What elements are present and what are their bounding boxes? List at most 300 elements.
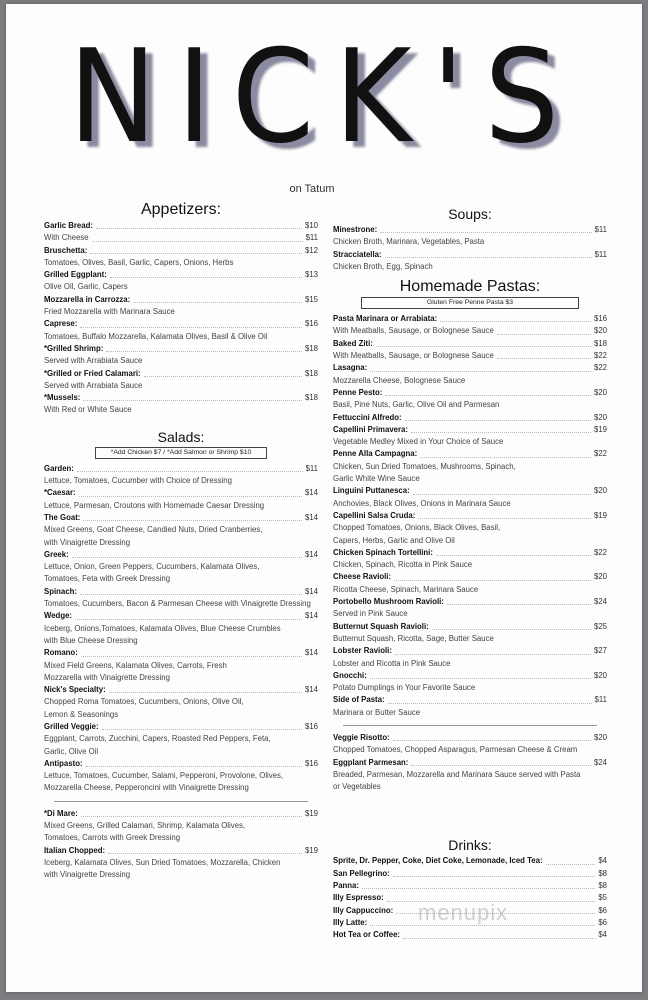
item-name: Gnocchi:: [333, 670, 367, 680]
menu-item: [44, 269, 318, 294]
section-heading: Soups:: [448, 206, 492, 222]
item-name: With Meatballs, Sausage, or Bolognese Sauce: [333, 351, 494, 361]
item-row: [333, 547, 607, 559]
item-row: [333, 868, 607, 880]
menu-item: [44, 368, 318, 393]
item-price: $16: [304, 758, 318, 768]
item-row: [44, 512, 318, 524]
item-name: Italian Chopped:: [44, 845, 106, 855]
item-row: [44, 647, 318, 659]
dot-leader: [81, 656, 302, 657]
item-description: Capers, Herbs, Garlic and Olive Oil: [333, 535, 455, 545]
item-price: $14: [304, 611, 318, 621]
item-price: $12: [304, 245, 318, 255]
item-variant-row: [333, 325, 607, 337]
item-description: Tomatoes, Buffalo Mozzarella, Kalamata Olives, Basil & Olive Oil: [44, 331, 268, 341]
item-row: [44, 245, 318, 257]
item-row: [44, 684, 318, 696]
item-price: $19: [593, 510, 607, 520]
menu-item: [44, 721, 318, 758]
item-row: [44, 220, 318, 232]
item-price: $11: [594, 695, 607, 705]
section-note: Gluten Free Penne Pasta $3: [361, 297, 579, 309]
item-row: [44, 463, 318, 475]
item-description: Butternut Squash, Ricotta, Sage, Butter Sauce: [333, 633, 494, 643]
item-price: $20: [593, 326, 607, 336]
menu-item: [333, 338, 607, 363]
item-name: Garden:: [44, 463, 74, 473]
dot-leader: [80, 327, 302, 328]
item-description: Anchovies, Black Olives, Onions in Marinara Sauce: [333, 498, 511, 508]
item-row: [333, 313, 607, 325]
item-price: $24: [593, 757, 607, 767]
item-price: $18: [593, 338, 607, 348]
item-row: [44, 318, 318, 330]
item-row: [44, 808, 318, 820]
item-row: [333, 249, 607, 261]
item-name: Capellini Salsa Cruda:: [333, 510, 416, 520]
right-column: [333, 204, 607, 942]
menu-item: [333, 424, 607, 449]
item-row: [333, 362, 607, 374]
item-description: Mozzarella with Vinaigrette Dressing: [44, 672, 170, 682]
menu-item: [333, 621, 607, 646]
item-price: $18: [304, 343, 318, 353]
menu-item: [333, 448, 607, 485]
item-price: $22: [593, 547, 607, 557]
item-price: $18: [304, 393, 318, 403]
item-price: $14: [304, 648, 318, 658]
menu-item: [44, 318, 318, 343]
item-row: [333, 448, 607, 460]
menu-section: [333, 204, 607, 273]
item-name: Baked Ziti:: [333, 338, 373, 348]
item-price: $14: [304, 512, 318, 522]
dot-leader: [546, 864, 596, 865]
item-description: Iceberg, Onions,Tomatoes, Kalamata Olives, Blue Cheese Crumbles: [44, 623, 281, 633]
item-description: Olive Oil, Garlic, Capers: [44, 282, 128, 292]
item-row: [333, 929, 607, 941]
item-name: *Mussels:: [44, 393, 81, 403]
menu-item: [333, 868, 607, 880]
item-name: Sprite, Dr. Pepper, Coke, Diet Coke, Lemonade, Iced Tea:: [333, 856, 543, 866]
item-description: Ricotta Cheese, Spinach, Marinara Sauce: [333, 584, 479, 594]
item-row: [44, 487, 318, 499]
dot-leader: [447, 604, 591, 605]
menu-item: [44, 245, 318, 270]
menu-item: [44, 549, 318, 586]
menu-item: [333, 510, 607, 547]
dot-leader: [432, 629, 591, 630]
item-name: With Cheese: [44, 233, 89, 243]
item-name: *Di Mare:: [44, 808, 78, 818]
item-description: Served in Pink Sauce: [333, 609, 408, 619]
dot-leader: [403, 938, 595, 939]
item-name: *Grilled Shrimp:: [44, 343, 104, 353]
dot-leader: [380, 232, 591, 233]
item-price: $20: [593, 572, 607, 582]
item-price: $18: [304, 368, 318, 378]
item-price: $8: [598, 881, 607, 891]
dot-leader: [393, 740, 591, 741]
item-description: Tomatoes, Olives, Basil, Garlic, Capers, Onions, Herbs: [44, 257, 234, 267]
menu-item: [333, 571, 607, 596]
dot-leader: [370, 678, 591, 679]
menu-item: [333, 362, 607, 387]
dot-leader: [411, 765, 591, 766]
menu-item: [44, 220, 318, 245]
item-description: Garlic, Olive Oil: [44, 746, 99, 756]
item-row: [44, 845, 318, 857]
menu-item: [333, 596, 607, 621]
item-price: $16: [593, 314, 607, 324]
item-name: Bruschetta:: [44, 245, 88, 255]
item-name: Penne Alla Campagna:: [333, 449, 418, 459]
item-name: Grilled Eggplant:: [44, 270, 107, 280]
item-price: $14: [304, 586, 318, 596]
item-description: Lobster and Ricotta in Pink Sauce: [333, 658, 451, 668]
dot-leader: [405, 420, 591, 421]
item-row: [333, 387, 607, 399]
item-name: Cheese Ravioli:: [333, 572, 392, 582]
item-row: [333, 855, 607, 867]
item-price: $19: [593, 424, 607, 434]
item-description: Mixed Greens, Goat Cheese, Candied Nuts, Dried Cranberries,: [44, 525, 263, 535]
item-description: Lettuce, Tomatoes, Cucumber, Salami, Pepperoni, Provolone, Olives,: [44, 771, 284, 781]
item-description: with Vinaigrette Dressing: [44, 870, 131, 880]
item-description: With Red or White Sauce: [44, 405, 132, 415]
item-name: Linguini Puttanesca:: [333, 486, 410, 496]
menu-item: [44, 487, 318, 512]
dot-leader: [72, 557, 302, 558]
item-name: Chicken Spinach Tortellini:: [333, 547, 433, 557]
item-row: [333, 510, 607, 522]
item-row: [44, 343, 318, 355]
menu-item: [333, 485, 607, 510]
item-row: [333, 412, 607, 424]
item-name: Grilled Veggie:: [44, 721, 99, 731]
item-description: Fried Mozzarella with Marinara Sauce: [44, 307, 175, 317]
item-row: [333, 338, 607, 350]
item-price: $4: [598, 930, 607, 940]
item-name: Eggplant Parmesan:: [333, 757, 409, 767]
item-description: Lettuce, Tomatoes, Cucumber with Choice of Dressing: [44, 476, 232, 486]
item-price: $11: [305, 233, 318, 243]
item-row: [333, 424, 607, 436]
item-name: Panna:: [333, 881, 359, 891]
section-heading: Drinks:: [448, 837, 492, 854]
menu-item: [333, 694, 607, 719]
dot-leader: [418, 518, 591, 519]
item-name: Spinach:: [44, 586, 77, 596]
dot-leader: [90, 253, 302, 254]
dot-leader: [81, 816, 302, 817]
dot-leader: [440, 321, 591, 322]
section-heading: Appetizers:: [140, 201, 222, 218]
item-description: or Vegetables: [333, 782, 381, 792]
item-name: Capellini Primavera:: [333, 424, 408, 434]
item-row: [333, 732, 607, 744]
item-row: [333, 757, 607, 769]
menu-item: [44, 463, 318, 488]
item-price: $22: [593, 363, 607, 373]
item-price: $11: [594, 249, 607, 259]
item-name: Fettuccini Alfredo:: [333, 412, 402, 422]
dot-leader: [79, 496, 302, 497]
menu-item: [333, 249, 607, 274]
menu-item: [333, 670, 607, 695]
item-price: $27: [593, 646, 607, 656]
item-row: [44, 721, 318, 733]
menu-item: [333, 929, 607, 941]
menu-item: [44, 343, 318, 368]
item-description: Served with Arrabiata Sauce: [44, 380, 143, 390]
item-description: Iceberg, Kalamata Olives, Sun Dried Tomatoes, Mozzarella, Chicken: [44, 857, 281, 867]
item-price: $20: [593, 670, 607, 680]
menu-item: [44, 808, 318, 845]
item-name: Portobello Mushroom Ravioli:: [333, 597, 444, 607]
item-price: $15: [304, 294, 318, 304]
dot-leader: [110, 277, 302, 278]
item-description: Tomatoes, Carrots with Greek Dressing: [44, 833, 181, 843]
menu-item: [44, 647, 318, 684]
dot-leader: [420, 457, 591, 458]
menu-item: [44, 758, 318, 795]
dot-leader: [385, 257, 592, 258]
item-price: $14: [304, 549, 318, 559]
item-row: [333, 571, 607, 583]
section-heading: Salads:: [157, 428, 205, 445]
item-row: [333, 485, 607, 497]
item-description: with Blue Cheese Dressing: [44, 635, 138, 645]
item-price: $19: [304, 845, 318, 855]
item-description: with Vinaigrette Dressing: [44, 537, 131, 547]
item-description: Mozzarella Cheese, Pepperoncini with Vinaigrette Dressing: [44, 783, 249, 793]
menu-item: [333, 732, 607, 757]
dot-leader: [411, 432, 591, 433]
item-description: Chopped Roma Tomatoes, Cucumbers, Onions, Olive Oil,: [44, 697, 244, 707]
item-description: Vegetable Medley Mixed in Your Choice of Sauce: [333, 437, 504, 447]
item-row: [44, 294, 318, 306]
item-price: $20: [593, 732, 607, 742]
dot-leader: [394, 580, 591, 581]
item-description: Mixed Field Greens, Kalamata Olives, Carrots, Fresh: [44, 660, 227, 670]
item-description: Breaded, Parmesan, Mozzarella and Marinara Sauce served with Pasta: [333, 769, 581, 779]
item-name: Side of Pasta:: [333, 695, 385, 705]
item-price: $22: [593, 449, 607, 459]
item-description: Served with Arrabiata Sauce: [44, 356, 143, 366]
item-row: [333, 670, 607, 682]
item-description: Chicken Broth, Egg, Spinach: [333, 261, 433, 271]
menu-item: [44, 392, 318, 417]
item-name: Caprese:: [44, 319, 78, 329]
dot-leader: [497, 334, 591, 335]
item-name: Garlic Bread:: [44, 221, 93, 230]
item-price: $16: [304, 319, 318, 329]
item-row: [333, 880, 607, 892]
item-name: Antipasto:: [44, 758, 83, 768]
dot-leader: [106, 351, 302, 352]
divider: [54, 801, 308, 802]
item-price: $6: [598, 905, 607, 915]
item-description: Lettuce, Onion, Green Peppers, Cucumbers, Kalamata Olives,: [44, 562, 260, 572]
item-variant-row: [333, 350, 607, 362]
item-description: Garlic White Wine Sauce: [333, 474, 420, 484]
item-price: $14: [304, 488, 318, 498]
item-row: [44, 586, 318, 598]
item-row: [333, 224, 607, 236]
menu-item: [333, 224, 607, 249]
dot-leader: [108, 853, 302, 854]
item-name: Romano:: [44, 648, 78, 658]
menu-item: [333, 855, 607, 867]
menu-item: [333, 412, 607, 424]
item-price: $4: [598, 856, 607, 866]
item-price: $20: [593, 412, 607, 422]
item-description: Lemon & Seasonings: [44, 709, 119, 719]
item-name: San Pellegrino:: [333, 868, 390, 878]
restaurant-location: on Tatum: [289, 183, 335, 195]
menu-section: [44, 427, 318, 882]
item-name: Greek:: [44, 549, 69, 559]
item-price: $24: [593, 597, 607, 607]
item-price: $16: [304, 721, 318, 731]
item-name: Lasagna:: [333, 363, 368, 373]
item-description: Tomatoes, Cucumbers, Bacon & Parmesan Cheese with Vinaigrette Dressing: [44, 599, 311, 609]
item-price: $14: [304, 685, 318, 695]
dot-leader: [413, 494, 591, 495]
item-name: *Caesar:: [44, 488, 76, 498]
item-description: Tomatoes, Feta with Greek Dressing: [44, 574, 171, 584]
item-description: Chopped Tomatoes, Onions, Black Olives, Basil,: [333, 523, 501, 533]
item-description: Chicken, Sun Dried Tomatoes, Mushrooms, Spinach,: [333, 461, 516, 471]
menu-item: [44, 294, 318, 319]
menu-item: [44, 586, 318, 611]
menu-item: [333, 387, 607, 412]
dot-leader: [109, 692, 302, 693]
item-description: Basil, Pine Nuts, Garlic, Olive Oil and Parmesan: [333, 400, 500, 410]
item-name: Mozzarella in Carrozza:: [44, 294, 131, 304]
item-description: Potato Dumplings in Your Favorite Sauce: [333, 683, 476, 693]
item-name: With Meatballs, Sausage, or Bolognese Sauce: [333, 326, 494, 336]
dot-leader: [144, 376, 302, 377]
dot-leader: [102, 729, 302, 730]
item-price: $19: [304, 808, 318, 818]
item-name: Lobster Ravioli:: [333, 646, 392, 656]
dot-leader: [133, 302, 302, 303]
item-price: $13: [304, 270, 318, 280]
dot-leader: [385, 395, 591, 396]
menu-item: [333, 880, 607, 892]
item-description: Mozzarella Cheese, Bolognese Sauce: [333, 375, 466, 385]
menu-section: [44, 200, 318, 417]
menu-item: [333, 645, 607, 670]
dot-leader: [395, 654, 591, 655]
item-row: [44, 269, 318, 281]
item-name: Pasta Marinara or Arrabiata:: [333, 314, 438, 324]
item-description: Marinara or Butter Sauce: [333, 707, 421, 717]
item-name: Penne Pesto:: [333, 387, 383, 397]
item-price: $11: [594, 225, 607, 234]
menu-item: [333, 547, 607, 572]
item-row: [333, 694, 607, 706]
dot-leader: [370, 371, 591, 372]
dot-leader: [83, 520, 302, 521]
item-price: $5: [598, 893, 607, 903]
left-column: [44, 200, 318, 882]
item-name: *Grilled or Fried Calamari:: [44, 368, 141, 378]
item-row: [333, 621, 607, 633]
dot-leader: [388, 703, 592, 704]
dot-leader: [80, 594, 302, 595]
dot-leader: [362, 888, 595, 889]
menu-item: [44, 610, 318, 647]
item-row: [333, 596, 607, 608]
item-row: [44, 392, 318, 404]
item-variant-row: [44, 232, 318, 244]
menu-item: [44, 512, 318, 549]
item-name: Hot Tea or Coffee:: [333, 930, 400, 940]
menu-section: [333, 277, 607, 793]
dot-leader: [92, 241, 303, 242]
item-row: [333, 645, 607, 657]
item-name: Veggie Risotto:: [333, 732, 390, 742]
menu-item: [333, 757, 607, 794]
item-description: Eggplant, Carrots, Zucchini, Capers, Roasted Red Peppers, Feta,: [44, 734, 271, 744]
item-description: Lettuce, Parmesan, Croutons with Homemade Caesar Dressing: [44, 500, 265, 510]
section-note: *Add Chicken $7 / *Add Salmon or Shrimp $10: [95, 447, 267, 459]
item-row: [44, 368, 318, 380]
item-price: $6: [598, 917, 607, 927]
item-price: $25: [593, 621, 607, 631]
dot-leader: [376, 346, 591, 347]
item-description: Chicken Broth, Marinara, Vegetables, Pasta: [333, 237, 485, 247]
item-row: [44, 610, 318, 622]
dot-leader: [86, 766, 302, 767]
dot-leader: [497, 358, 591, 359]
item-name: Illy Latte:: [333, 917, 368, 927]
item-description: Chicken, Spinach, Ricotta in Pink Sauce: [333, 560, 473, 570]
item-description: Mixed Greens, Grilled Calamari, Shrimp, Kalamata Olives,: [44, 821, 246, 831]
watermark: menupix: [418, 900, 509, 925]
menu-item: [333, 313, 607, 338]
dot-leader: [83, 400, 302, 401]
item-name: Illy Cappuccino:: [333, 905, 394, 915]
item-price: $10: [304, 221, 318, 230]
item-name: The Goat:: [44, 512, 81, 522]
item-row: [44, 758, 318, 770]
dot-leader: [436, 555, 591, 556]
item-name: Nick's Specialty:: [44, 685, 106, 695]
item-name: Butternut Squash Ravioli:: [333, 621, 429, 631]
dot-leader: [96, 228, 302, 229]
item-price: $8: [598, 868, 607, 878]
menu-item: [44, 684, 318, 721]
item-price: $11: [305, 463, 318, 473]
dot-leader: [77, 471, 303, 472]
item-name: Wedge:: [44, 611, 73, 621]
item-name: Stracciatella:: [333, 249, 382, 259]
item-name: Minestrone:: [333, 225, 378, 234]
item-price: $20: [593, 486, 607, 496]
dot-leader: [393, 876, 596, 877]
dot-leader: [75, 619, 302, 620]
item-price: $20: [593, 387, 607, 397]
menu-item: [44, 845, 318, 882]
divider: [343, 725, 597, 726]
section-heading: Homemade Pastas:: [399, 278, 541, 296]
item-description: Chopped Tomatoes, Chopped Asparagus, Parmesan Cheese & Cream: [333, 745, 578, 755]
